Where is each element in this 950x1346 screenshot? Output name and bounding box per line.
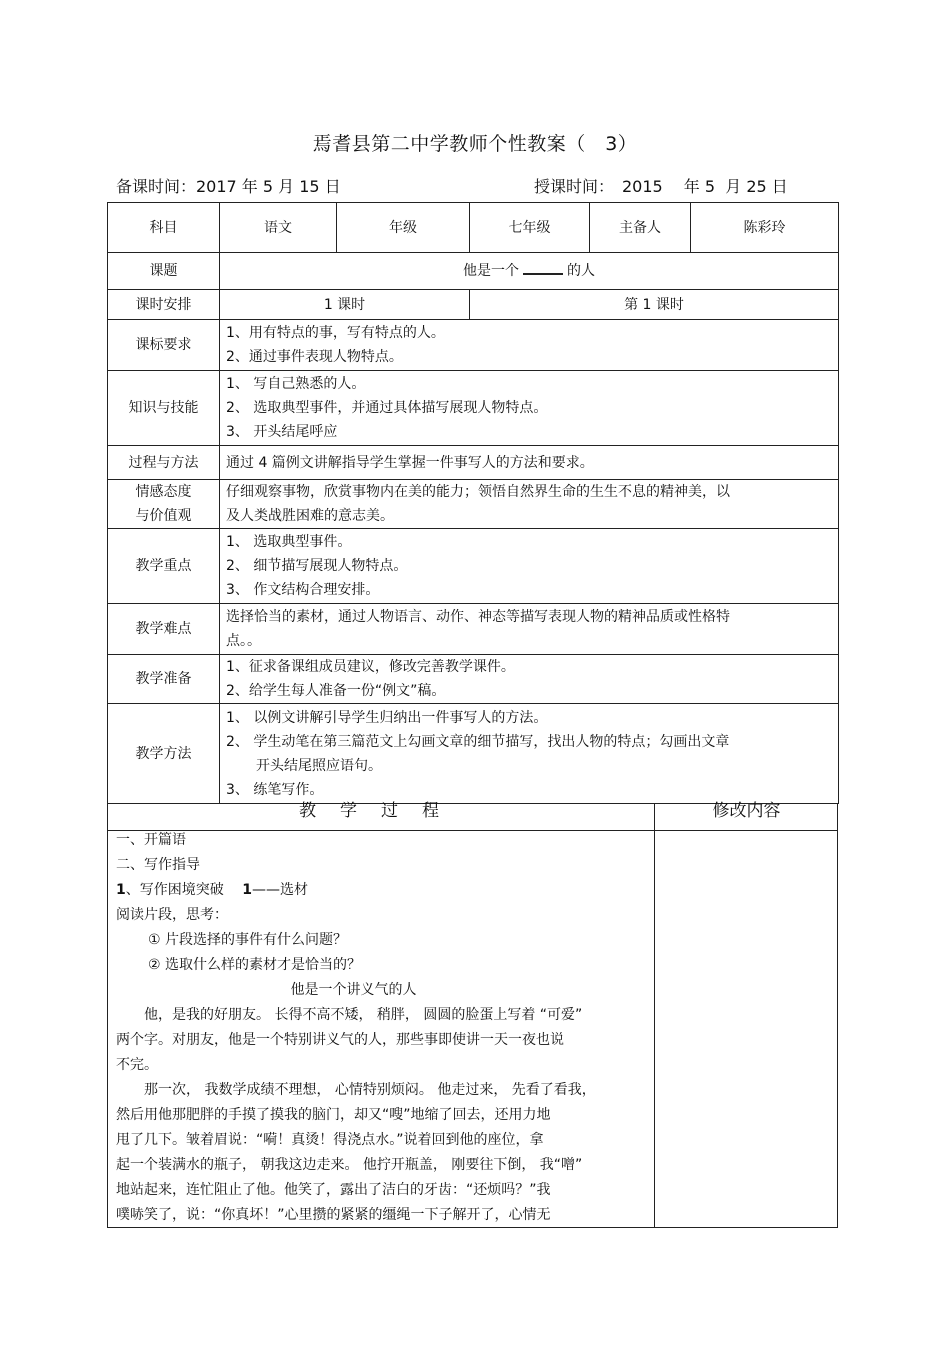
process-method-label: 过程与方法 (108, 446, 220, 480)
preparation-item: 1、征求备课组成员建议，修改完善教学课件。 (226, 659, 515, 675)
knowledge-label: 知识与技能 (108, 371, 220, 446)
subject-label: 科目 (108, 203, 220, 253)
process-line: 二、写作指导 (116, 857, 200, 873)
topic-row (108, 253, 839, 290)
subject-value: 语文 (220, 203, 337, 253)
schedule-row (108, 290, 839, 320)
methods-line: 开头结尾照应语句。 (256, 757, 382, 774)
column-divider (654, 830, 655, 1228)
difficulties-content (220, 604, 839, 655)
key-points-row (108, 529, 839, 604)
passage-line: 两个字。对朋友，他是一个特别讲义气的人，那些事即使讲一天一夜也说 (116, 1032, 564, 1048)
methods-line: 1、 以例文讲解引导学生归纳出一件事写人的方法。 (226, 709, 548, 726)
knowledge-content (220, 371, 839, 446)
knowledge-item: 1、 写自己熟悉的人。 (226, 376, 366, 392)
difficulties-row (108, 604, 839, 655)
key-point-item: 3、 作文结构合理安排。 (226, 582, 380, 598)
teaching-process-section (107, 801, 838, 1228)
knowledge-item: 3、 开头结尾呼应 (226, 424, 338, 440)
standards-item: 1、用有特点的事，写有特点的人。 (226, 325, 445, 341)
topic-label: 课题 (108, 253, 220, 290)
key-points-content (220, 529, 839, 604)
methods-row (108, 704, 839, 804)
lesson-info-table (107, 202, 839, 804)
attitude-line: 及人类战胜困难的意志美。 (226, 508, 394, 524)
passage-line: 那一次， 我数学成绩不理想， 心情特别烦闷。 他走过来， 先看了看我， (116, 1082, 596, 1098)
methods-label: 教学方法 (108, 704, 220, 804)
topic-blank (523, 259, 563, 275)
difficulties-label: 教学难点 (108, 604, 220, 655)
methods-line: 3、 练笔写作。 (226, 781, 324, 798)
process-body (116, 828, 651, 1228)
difficulties-line: 点。。 (226, 633, 261, 649)
standards-row (108, 320, 839, 371)
passage-line: 甩了几下。皱着眉说：“嗬！真烫！得浇点水。”说着回到他的座位，拿 (116, 1132, 544, 1148)
standards-item: 2、通过事件表现人物特点。 (226, 349, 403, 365)
passage-line: 地站起来，连忙阻止了他。他笑了，露出了洁白的牙齿：“还烦吗？”我 (116, 1182, 551, 1198)
lead-label: 主备人 (590, 203, 691, 253)
topic-suffix: 的人 (567, 263, 595, 279)
header-row (108, 203, 839, 253)
teach-date: 授课时间： 2015 年 5 月 25 日 (534, 177, 788, 196)
preparation-label: 教学准备 (108, 655, 220, 704)
passage-line: 然后用他那肥胖的手摸了摸我的脑门，却又“嗖”地缩了回去，还用力地 (116, 1107, 551, 1123)
process-header: 教学过程 (299, 801, 463, 821)
grade-label: 年级 (337, 203, 470, 253)
lead-value: 陈彩玲 (691, 203, 839, 253)
standards-content (220, 320, 839, 371)
difficulties-line: 选择恰当的素材，通过人物语言、动作、神态等描写表现人物的精神品质或性格特 (226, 609, 730, 625)
passage-line: 不完。 (116, 1057, 158, 1073)
preparation-row (108, 655, 839, 704)
process-line: 一、开篇语 (116, 832, 186, 848)
process-method-content: 通过 4 篇例文讲解指导学生掌握一件事写人的方法和要求。 (220, 446, 839, 480)
schedule-current: 第 1 课时 (470, 290, 839, 320)
step-number: 1 (116, 882, 126, 898)
topic-prefix: 他是一个 (463, 263, 519, 279)
step-number: 1 (242, 882, 252, 898)
process-line (116, 878, 651, 903)
key-point-item: 2、 细节描写展现人物特点。 (226, 558, 408, 574)
question-item: ② 选取什么样的素材才是恰当的？ (148, 957, 362, 973)
revision-header: 修改内容 (654, 804, 838, 830)
passage-line: 起一个装满水的瓶子， 朝我这边走来。 他拧开瓶盖， 刚要往下倒， 我“噌” (116, 1157, 583, 1173)
process-line: 阅读片段，思考： (116, 907, 228, 923)
preparation-content (220, 655, 839, 704)
passage-line: 他，是我的好朋友。 长得不高不矮， 稍胖， 圆圆的脸蛋上写着 “可爱” (116, 1007, 583, 1023)
preparation-item: 2、给学生每人准备一份“例文”稿。 (226, 683, 446, 699)
step-text: 、写作困境突破 (125, 882, 224, 898)
methods-content (220, 704, 839, 804)
topic-value (220, 253, 839, 290)
passage-title: 他是一个讲义气的人 (290, 982, 417, 998)
attitude-label (108, 480, 220, 529)
knowledge-item: 2、 选取典型事件，并通过具体描写展现人物特点。 (226, 400, 548, 416)
attitude-row (108, 480, 839, 529)
passage-line: 噗哧笑了，说：“你真坏！”心里攒的紧紧的缰绳一下子解开了，心情无 (116, 1207, 551, 1223)
key-points-label: 教学重点 (108, 529, 220, 604)
standards-label: 课标要求 (108, 320, 220, 371)
attitude-content (220, 480, 839, 529)
schedule-label: 课时安排 (108, 290, 220, 320)
key-point-item: 1、 选取典型事件。 (226, 534, 352, 550)
attitude-label-line: 情感态度 (135, 484, 192, 500)
step-text: ——选材 (251, 882, 308, 898)
attitude-line: 仔细观察事物，欣赏事物内在美的能力；领悟自然界生命的生生不息的精神美，以 (226, 484, 730, 500)
page-title: 焉耆县第二中学教师个性教案（ 3） (312, 133, 638, 155)
question-item: ① 片段选择的事件有什么问题？ (148, 932, 348, 948)
grade-value: 七年级 (470, 203, 590, 253)
knowledge-row (108, 371, 839, 446)
process-header-row (108, 801, 837, 831)
methods-line: 2、 学生动笔在第三篇范文上勾画文章的细节描写，找出人物的特点；勾画出文章 (226, 733, 730, 750)
attitude-label-line: 与价值观 (135, 508, 192, 524)
prep-date: 备课时间：2017 年 5 月 15 日 (116, 177, 341, 196)
schedule-total: 1 课时 (220, 290, 470, 320)
process-method-row (108, 446, 839, 480)
